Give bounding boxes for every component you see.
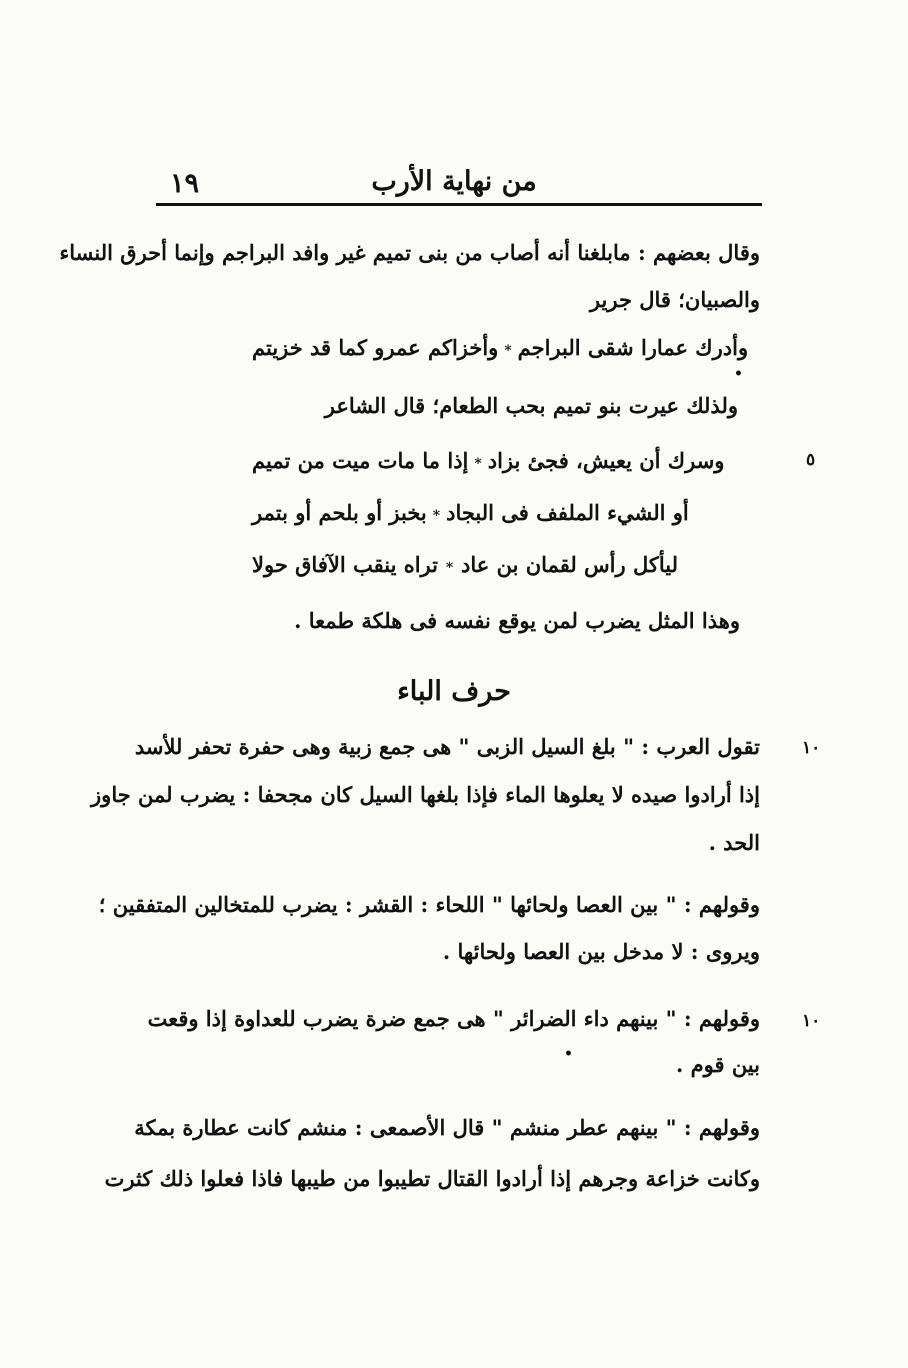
- paragraph-line: إذا أرادوا صيده لا يعلوها الماء فإذا بلغها السيل كان مجحفا : يضرب لمن جاوز: [91, 782, 760, 807]
- verse-line: [252, 552, 678, 586]
- paragraph-line: تقول العرب : " بلغ السيل الزبى " هى جمع زبية وهى حفرة تحفر للأسد: [134, 734, 760, 759]
- verse-line: [252, 335, 749, 369]
- stray-dot-mark: •: [734, 366, 743, 382]
- paragraph-line: ولذلك عيرت بنو تميم بحب الطعام؛ قال الشاعر: [324, 393, 738, 418]
- paragraph-line: وقولهم : " بين العصا ولحائها " اللحاء : القشر : يضرب للمتخالين المتفقين ؛: [98, 892, 760, 917]
- stray-dot-mark: •: [564, 1046, 573, 1062]
- verse-left-hemistich: وسرك أن يعيش، فجئ بزاد: [487, 448, 725, 473]
- paragraph-line: الحد .: [708, 830, 760, 855]
- running-header-title: من نهاية الأرب: [371, 166, 537, 197]
- paragraph-line: وقولهم : " بينهم داء الضرائر " هى جمع ضرة يضرب للعداوة إذا وقعت: [147, 1006, 760, 1031]
- verse-right-hemistich: وأخزاكم عمرو كما قد خزيتم: [252, 335, 499, 360]
- verse-left-hemistich: ليأكل رأس لقمان بن عاد: [461, 552, 678, 577]
- verse-line: [252, 500, 689, 534]
- paragraph-line: وقال بعضهم : مابلغنا أنه أصاب من بنى تميم غير وافد البراجم وإنما أحرق النساء: [59, 240, 760, 265]
- margin-line-number: ١٠: [802, 1011, 821, 1031]
- verse-left-hemistich: وأدرك عمارا شقى البراجم: [517, 335, 749, 360]
- verse-right-hemistich: إذا ما مات ميت من تميم: [252, 448, 469, 473]
- margin-line-number: ٥: [806, 450, 816, 470]
- paragraph-line: وقولهم : " بينهم عطر منشم " قال الأصمعى : منشم كانت عطارة بمكة: [134, 1115, 760, 1140]
- verse-separator: *: [474, 456, 482, 472]
- paragraph-line: والصبيان؛ قال جرير: [589, 287, 760, 312]
- verse-line: [252, 448, 725, 482]
- verse-left-hemistich: أو الشيء الملفف فى البجاد: [446, 500, 689, 525]
- margin-line-number: ١٠: [802, 738, 821, 758]
- paragraph-line: ويروى : لا مدخل بين العصا ولحائها .: [442, 939, 760, 964]
- page-number: ١٩: [170, 168, 200, 199]
- verse-separator: *: [432, 508, 441, 524]
- paragraph-line: وكانت خزاعة وجرهم إذا أرادوا القتال تطيبوا من طيبها فاذا فعلوا ذلك كثرت: [104, 1166, 760, 1191]
- verse-right-hemistich: بخبز أو بلحم أو بتمر: [252, 500, 427, 525]
- header-rule: [156, 203, 762, 206]
- paragraph-line: وهذا المثل يضرب لمن يوقع نفسه فى هلكة طمعا .: [294, 608, 740, 633]
- verse-separator: *: [445, 560, 454, 576]
- verse-right-hemistich: تراه ينقب الآفاق حولا: [252, 552, 438, 577]
- paragraph-line: بين قوم .: [676, 1052, 760, 1077]
- section-heading: حرف الباء: [397, 676, 511, 707]
- verse-separator: *: [504, 343, 512, 359]
